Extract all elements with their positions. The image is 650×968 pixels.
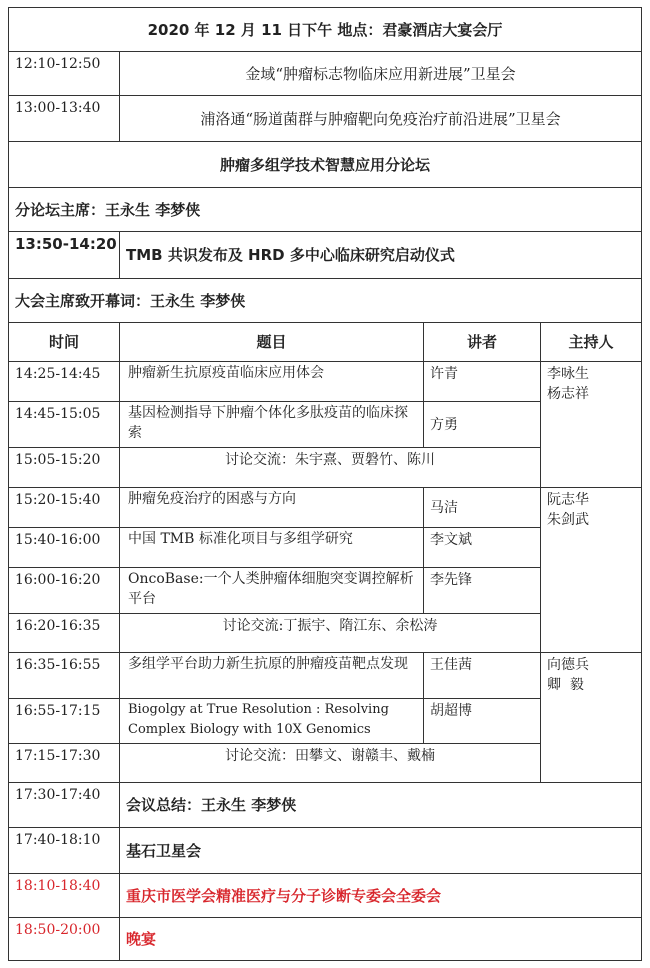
opening-speech: 大会主席致开幕词：王永生 李梦侠: [8, 278, 642, 323]
talk-time: 16:00-16:20: [8, 567, 120, 614]
talk-speaker: 王佳茜: [423, 652, 541, 699]
talk-topic: 中国 TMB 标准化项目与多组学研究: [119, 527, 424, 568]
discussion-text: 讨论交流：田攀文、谢赣丰、戴楠: [119, 743, 541, 783]
host-name: 向德兵: [547, 657, 589, 673]
talk-speaker: 胡超博: [423, 698, 541, 744]
forum-chairs: 分论坛主席：王永生 李梦侠: [8, 187, 642, 232]
talk-time: 17:15-17:30: [8, 743, 120, 783]
session-time: 18:10-18:40: [8, 873, 120, 918]
session-title: 会议总结：王永生 李梦侠: [119, 782, 642, 828]
talk-topic: Biogolgy at True Resolution : Resolving Complex Biology with 10X Genomics: [119, 698, 424, 744]
host-cell: [540, 361, 642, 488]
host-name: 李咏生: [547, 366, 589, 382]
launch-title: TMB 共识发布及 HRD 多中心临床研究启动仪式: [119, 231, 642, 279]
session-time: 17:40-18:10: [8, 827, 120, 874]
discussion-text: 讨论交流：朱宇熹、贾磐竹、陈川: [119, 447, 541, 488]
talk-topic: 肿瘤免疫治疗的困惑与方向: [119, 487, 424, 528]
talk-speaker: 李文斌: [423, 527, 541, 568]
talk-time: 15:40-16:00: [8, 527, 120, 568]
column-header-host: 主持人: [540, 322, 642, 362]
discussion-text: 讨论交流:丁振宇、隋江东、余松涛: [119, 613, 541, 653]
session-title: 浦洛通“肠道菌群与肿瘤靶向免疫治疗前沿进展”卫星会: [119, 95, 642, 142]
talk-speaker: 方勇: [423, 401, 541, 448]
session-time: 18:50-20:00: [8, 917, 120, 961]
session-title: 金域“肿瘤标志物临床应用新进展”卫星会: [119, 51, 642, 96]
talk-speaker: 马洁: [423, 487, 541, 528]
talk-time: 16:20-16:35: [8, 613, 120, 653]
session-title: 基石卫星会: [119, 827, 642, 874]
host-name: 卿 毅: [547, 677, 584, 693]
session-time: 12:10-12:50: [8, 51, 120, 96]
session-title: 重庆市医学会精准医疗与分子诊断专委会全委会: [119, 873, 642, 918]
host-cell: [540, 652, 642, 783]
talk-time: 16:35-16:55: [8, 652, 120, 699]
host-name: 阮志华: [547, 492, 589, 508]
session-time: 17:30-17:40: [8, 782, 120, 828]
launch-time: 13:50-14:20: [8, 231, 120, 279]
session-title: 晚宴: [119, 917, 642, 961]
talk-time: 14:25-14:45: [8, 361, 120, 402]
column-header-speaker: 讲者: [423, 322, 541, 362]
schedule-table: [8, 7, 642, 961]
talk-speaker: 李先锋: [423, 567, 541, 614]
talk-topic: 多组学平台助力新生抗原的肿瘤疫苗靶点发现: [119, 652, 424, 699]
talk-topic: 肿瘤新生抗原疫苗临床应用体会: [119, 361, 424, 402]
host-name: 杨志祥: [547, 386, 589, 402]
talk-time: 15:20-15:40: [8, 487, 120, 528]
talk-time: 14:45-15:05: [8, 401, 120, 448]
host-cell: [540, 487, 642, 653]
forum-title: 肿瘤多组学技术智慧应用分论坛: [8, 141, 642, 188]
column-header-time: 时间: [8, 322, 120, 362]
host-name: 朱剑武: [547, 512, 589, 528]
schedule-header: 2020 年 12 月 11 日下午 地点：君豪酒店大宴会厅: [8, 7, 642, 52]
talk-topic: 基因检测指导下肿瘤个体化多肽疫苗的临床探索: [119, 401, 424, 448]
talk-topic: OncoBase:一个人类肿瘤体细胞突变调控解析平台: [119, 567, 424, 614]
column-header-topic: 题目: [119, 322, 424, 362]
talk-time: 15:05-15:20: [8, 447, 120, 488]
talk-time: 16:55-17:15: [8, 698, 120, 744]
talk-speaker: 许青: [423, 361, 541, 402]
session-time: 13:00-13:40: [8, 95, 120, 142]
